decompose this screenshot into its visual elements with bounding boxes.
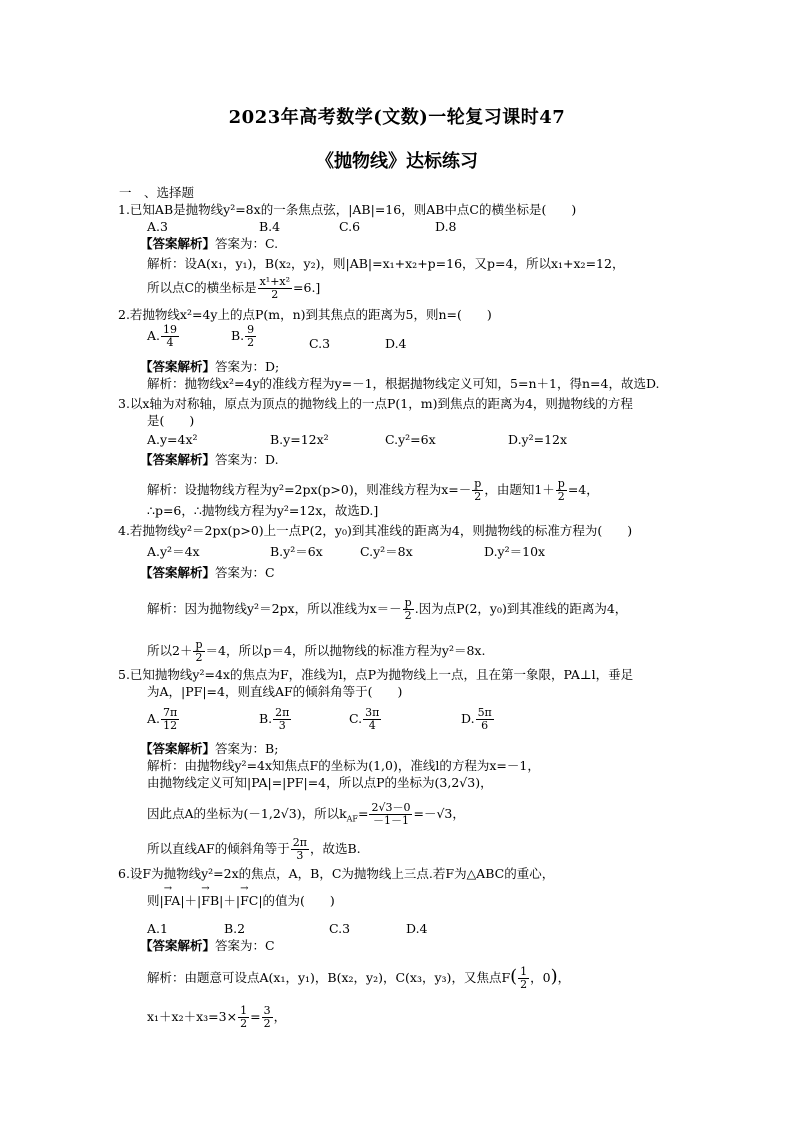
question-4-answer: 【答案解析】答案为：C: [140, 565, 275, 580]
question-1-option-d: D.8: [435, 219, 457, 234]
question-5-option-a: A. $\frac{7\pi}{12}$: [147, 706, 178, 732]
question-6-explanation-line-2: x₁＋x₂＋x₃=3× $\frac{1}{2}$ = $\frac{3}{2}$ ，: [147, 1004, 287, 1030]
question-5-option-c: C. $\frac{3\pi}{4}$: [349, 706, 380, 732]
question-5-explanation-line-3: 因此点A的坐标为(－1,2√3)，所以$k_{AF}=$ $\frac{2√3-0}{-1-1}$ =－√3，: [147, 801, 465, 827]
question-4-option-a: A.y²＝4x: [147, 544, 200, 559]
question-5-option-b: B. $\frac{2\pi}{3}$: [259, 706, 290, 732]
vector-fc: → FC: [240, 893, 258, 909]
question-3-option-d: D.y²=12x: [508, 432, 568, 447]
question-4-explanation-line-1: 解析：因为抛物线y²＝2px，所以准线为x＝－ $\frac{p}{2}$ .因为点P(2，y₀)到其准线的距离为4，: [147, 596, 628, 622]
fraction: $\frac{p}{2}$: [195, 638, 203, 664]
fraction: $\frac{p}{2}$: [557, 477, 565, 503]
fraction: $\frac{19}{4}$: [163, 323, 178, 349]
question-4-explanation-line-2: 所以2＋ $\frac{p}{2}$ ＝4，所以p＝4，所以抛物线的标准方程为y²＝8x.: [147, 638, 486, 664]
vector-fa: → FA: [164, 893, 181, 909]
question-2-option-d: D.4: [385, 336, 407, 351]
question-2-option-c: C.3: [309, 336, 331, 351]
question-3-option-a: A.y=4x²: [147, 432, 198, 447]
question-5-stem-line-1: 5.已知抛物线y²=4x的焦点为F，准线为l，点P为抛物线上一点，且在第一象限，PA⊥l，垂足: [118, 667, 634, 682]
document-title: 2023年高考数学(文数)一轮复习课时47: [228, 107, 566, 128]
question-5-stem-line-2: 为A，|PF|=4，则直线AF的倾斜角等于( ): [147, 684, 403, 699]
question-2-option-b: B. $\frac{9}{2}$: [231, 323, 255, 349]
fraction: $\frac{2\pi}{3}$: [275, 706, 290, 732]
question-3-option-b: B.y=12x²: [270, 432, 329, 447]
question-4-option-b: B.y²＝6x: [270, 544, 323, 559]
question-3-stem-line-2: 是( ): [147, 413, 195, 428]
question-4-option-c: C.y²＝8x: [360, 544, 413, 559]
fraction: $\frac{2√3-0}{-1-1}$: [371, 801, 411, 827]
question-5-explanation-line-2: 由抛物线定义可知|PA|=|PF|=4，所以点P的坐标为(3,2√3)，: [147, 775, 493, 790]
fraction: $\frac{9}{2}$: [247, 323, 255, 349]
question-1-option-a: A.3: [147, 219, 168, 234]
question-1-explanation-line-2: 所以点C的横坐标是 $\frac{\text{x¹+x²}}{2}$ =6.]: [147, 275, 321, 301]
question-6-stem: 6.设F为抛物线y²=2x的焦点，A，B，C为抛物线上三点.若F为△ABC的重心，: [118, 866, 555, 881]
fraction: $\frac{1}{2}$: [240, 1004, 248, 1030]
fraction: $\frac{3}{2}$: [263, 1004, 271, 1030]
question-6-answer: 【答案解析】答案为：C: [140, 938, 275, 953]
question-3-explanation-line-2: ∴p=6，∴抛物线方程为y²=12x，故选D.]: [147, 503, 379, 518]
question-2-answer: 【答案解析】答案为：D;: [140, 359, 280, 374]
question-1-option-b: B.4: [259, 219, 281, 234]
question-1-stem: 1.已知AB是抛物线y²=8x的一条焦点弦，|AB|=16，则AB中点C的横坐标是( ): [118, 202, 577, 217]
question-5-answer: 【答案解析】答案为：B;: [140, 741, 279, 756]
vector-fb: → FB: [201, 893, 219, 909]
question-6-explanation-line-1: 解析：由题意可设点A(x₁，y₁)，B(x₂，y₂)，C(x₃，y₃)，又焦点F( $\frac{1}{2}$ ，0)，: [147, 965, 571, 991]
fraction: $\frac{5\pi}{6}$: [477, 706, 492, 732]
question-3-option-c: C.y²=6x: [385, 432, 436, 447]
question-3-stem-line-1: 3.以x轴为对称轴，原点为顶点的抛物线上的一点P(1，m)到焦点的距离为4，则抛物线的方程: [118, 396, 633, 411]
fraction: $\frac{p}{2}$: [404, 596, 412, 622]
question-6-option-a: A.1: [147, 921, 168, 936]
question-1-answer: [140, 236, 278, 252]
question-6-option-b: B.2: [224, 921, 246, 936]
question-6-stem-line-2: 则|→ FA|＋|→ FB|＋|→ FC|的值为( ): [147, 893, 335, 909]
question-6-option-c: C.3: [329, 921, 351, 936]
question-6-option-d: D.4: [406, 921, 428, 936]
question-5-explanation-line-4: 所以直线AF的倾斜角等于 $\frac{2\pi}{3}$ ，故选B.: [147, 836, 361, 862]
question-2-stem: 2.若抛物线x²=4y上的点P(m，n)到其焦点的距离为5，则n=( ): [118, 307, 492, 322]
question-3-explanation-line-1: 解析：设抛物线方程为y²=2px(p>0)，则准线方程为x=－ $\frac{p}{2}$ ，由题知1＋ $\frac{p}{2}$ =4，: [147, 477, 599, 503]
fraction: $\frac{2\pi}{3}$: [292, 836, 307, 862]
question-5-option-d: D. $\frac{5\pi}{6}$: [461, 706, 492, 732]
question-2-option-a: A. $\frac{19}{4}$: [147, 323, 178, 349]
fraction: $\frac{\text{x¹+x²}}{2}$: [259, 275, 291, 301]
question-1-explanation-line-1: 解析：设A(x₁，y₁)，B(x₂，y₂)，则|AB|=x₁+x₂+p=16，又p=4，所以x₁+x₂=12，: [147, 256, 625, 271]
question-2-explanation: 解析：抛物线x²=4y的准线方程为y=－1，根据抛物线定义可知，5=n＋1，得n=4，故选D.: [147, 376, 660, 391]
fraction: $\frac{3\pi}{4}$: [365, 706, 380, 732]
answer-text: 答案为：C.: [215, 236, 279, 251]
document-subtitle: 《抛物线》达标练习: [316, 151, 478, 172]
question-4-stem: 4.若抛物线y²＝2px(p>0)上一点P(2，y₀)到其准线的距离为4，则抛物线的标准方程为( ): [118, 523, 633, 538]
answer-tag: 【答案解析】: [140, 236, 216, 251]
question-4-option-d: D.y²＝10x: [484, 544, 546, 559]
fraction: $\frac{7\pi}{12}$: [163, 706, 178, 732]
fraction: $\frac{1}{2}$: [520, 965, 528, 991]
question-3-answer: 【答案解析】答案为：D.: [140, 452, 279, 467]
question-5-explanation-line-1: 解析：由抛物线y²=4x知焦点F的坐标为(1,0)，准线l的方程为x=－1，: [147, 758, 540, 773]
question-1-option-c: C.6: [339, 219, 361, 234]
fraction: $\frac{p}{2}$: [474, 477, 482, 503]
section-heading: 一 、选择题: [119, 185, 195, 200]
